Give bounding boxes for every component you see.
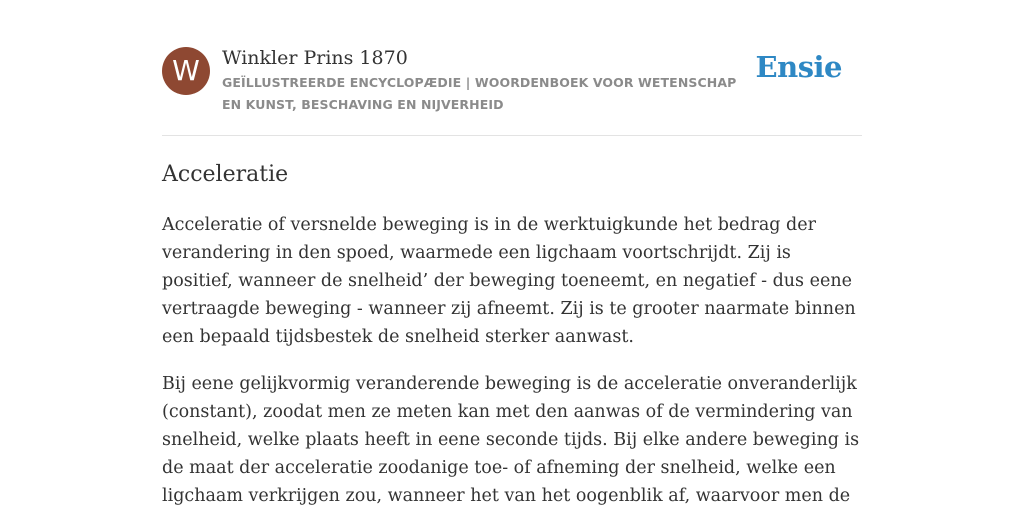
source-avatar[interactable]: W (162, 47, 210, 95)
article-paragraph: Acceleratie of versnelde beweging is in de werktuigkunde het bedrag der verandering in den spoed, waarmede een ligchaam voortschrijdt. Zij is positief, wanneer de snelheid’ der beweging toeneemt, en negatief - dus eene vertraagde beweging - wanneer zij afneemt. Zij is te grooter naarmate binnen een bepaald tijdsbestek de snelheid sterker aanwast. (162, 215, 856, 347)
source-subtitle: GEÏLLUSTREERDE ENCYCLOPÆDIE | WOORDENBOEK VOOR WETENSCHAP EN KUNST, BESCHAVING EN NIJVERHEID (222, 75, 737, 112)
source-title[interactable]: Winkler Prins 1870 (222, 47, 408, 69)
ensie-logo-link[interactable]: Ensie (755, 50, 842, 84)
source-title-block (222, 46, 752, 116)
article-title: Acceleratie (162, 162, 289, 187)
article-paragraph: Bij eene gelijkvormig veranderende beweging is de acceleratie onveranderlijk (constant), zoodat men ze meten kan met den aanwas of de vermindering van snelheid, welke plaats heeft in eene seconde tijds. Bij elke andere beweging is de maat der acceleratie zoodanige toe- of afneming der snelheid, welke een ligchaam verkrijgen zou, wanneer het van het oogenblik af, waarvoor men de (162, 374, 860, 506)
article-content (162, 211, 862, 510)
source-header (162, 46, 862, 136)
page (162, 0, 862, 510)
